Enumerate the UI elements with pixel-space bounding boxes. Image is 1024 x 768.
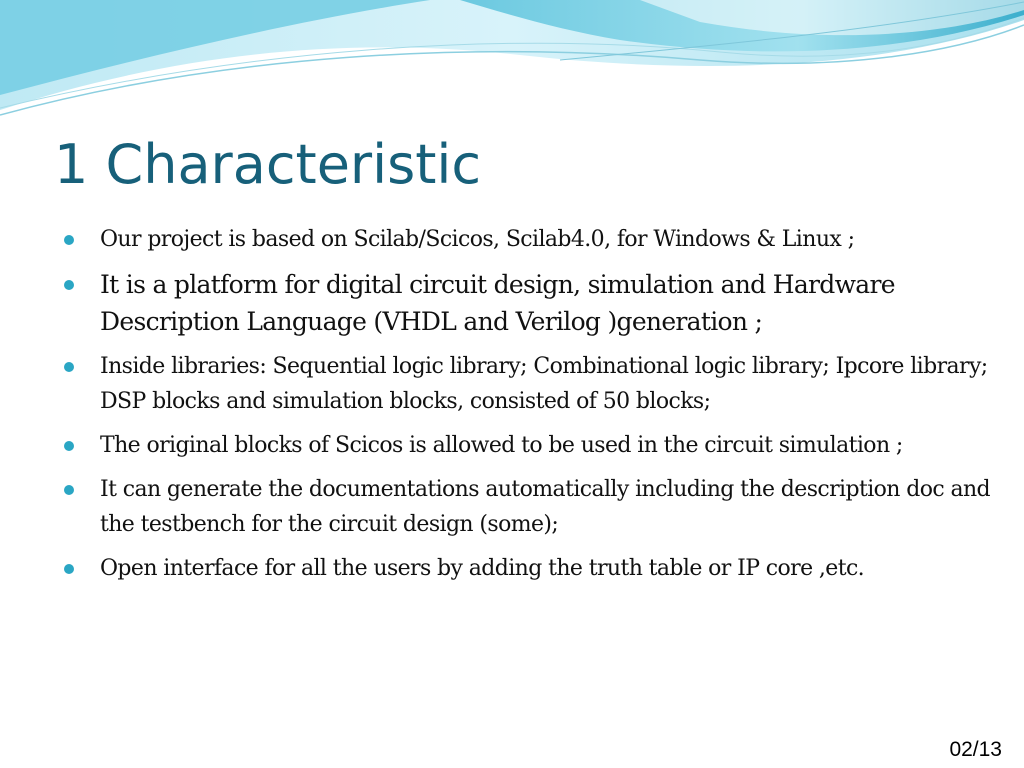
bullet-item [62,222,992,257]
bullet-item [62,472,992,542]
bullet-item [62,266,992,340]
bullet-icon [64,441,74,451]
bullet-text: The original blocks of Scicos is allowed to be used in the circuit simulation ; [100,433,903,458]
bullet-item [62,349,992,419]
bullet-text: Inside libraries: Sequential logic library; Combinational logic library; Ipcore library; DSP blocks and simulation blocks, consisted of 50 blocks; [100,354,988,414]
bullet-item [62,428,992,463]
bullet-icon [64,485,74,495]
bullet-text: It can generate the documentations automatically including the description doc and the testbench for the circuit design (some); [100,477,991,537]
page-number: 02/13 [949,738,1002,761]
bullet-text: Open interface for all the users by adding the truth table or IP core ,etc. [100,556,865,581]
bullet-icon [64,362,74,372]
bullet-icon [64,235,74,245]
bullet-list [62,222,992,595]
bullet-item [62,551,992,586]
bullet-icon [64,564,74,574]
bullet-text: It is a platform for digital circuit design, simulation and Hardware Description Language (VHDL and Verilog )generation ; [100,270,895,336]
bullet-text: Our project is based on Scilab/Scicos, Scilab4.0, for Windows & Linux ; [100,227,855,252]
header-wave-decoration [0,0,1024,130]
slide-title: 1 Characteristic [54,133,482,196]
bullet-icon [64,280,74,290]
